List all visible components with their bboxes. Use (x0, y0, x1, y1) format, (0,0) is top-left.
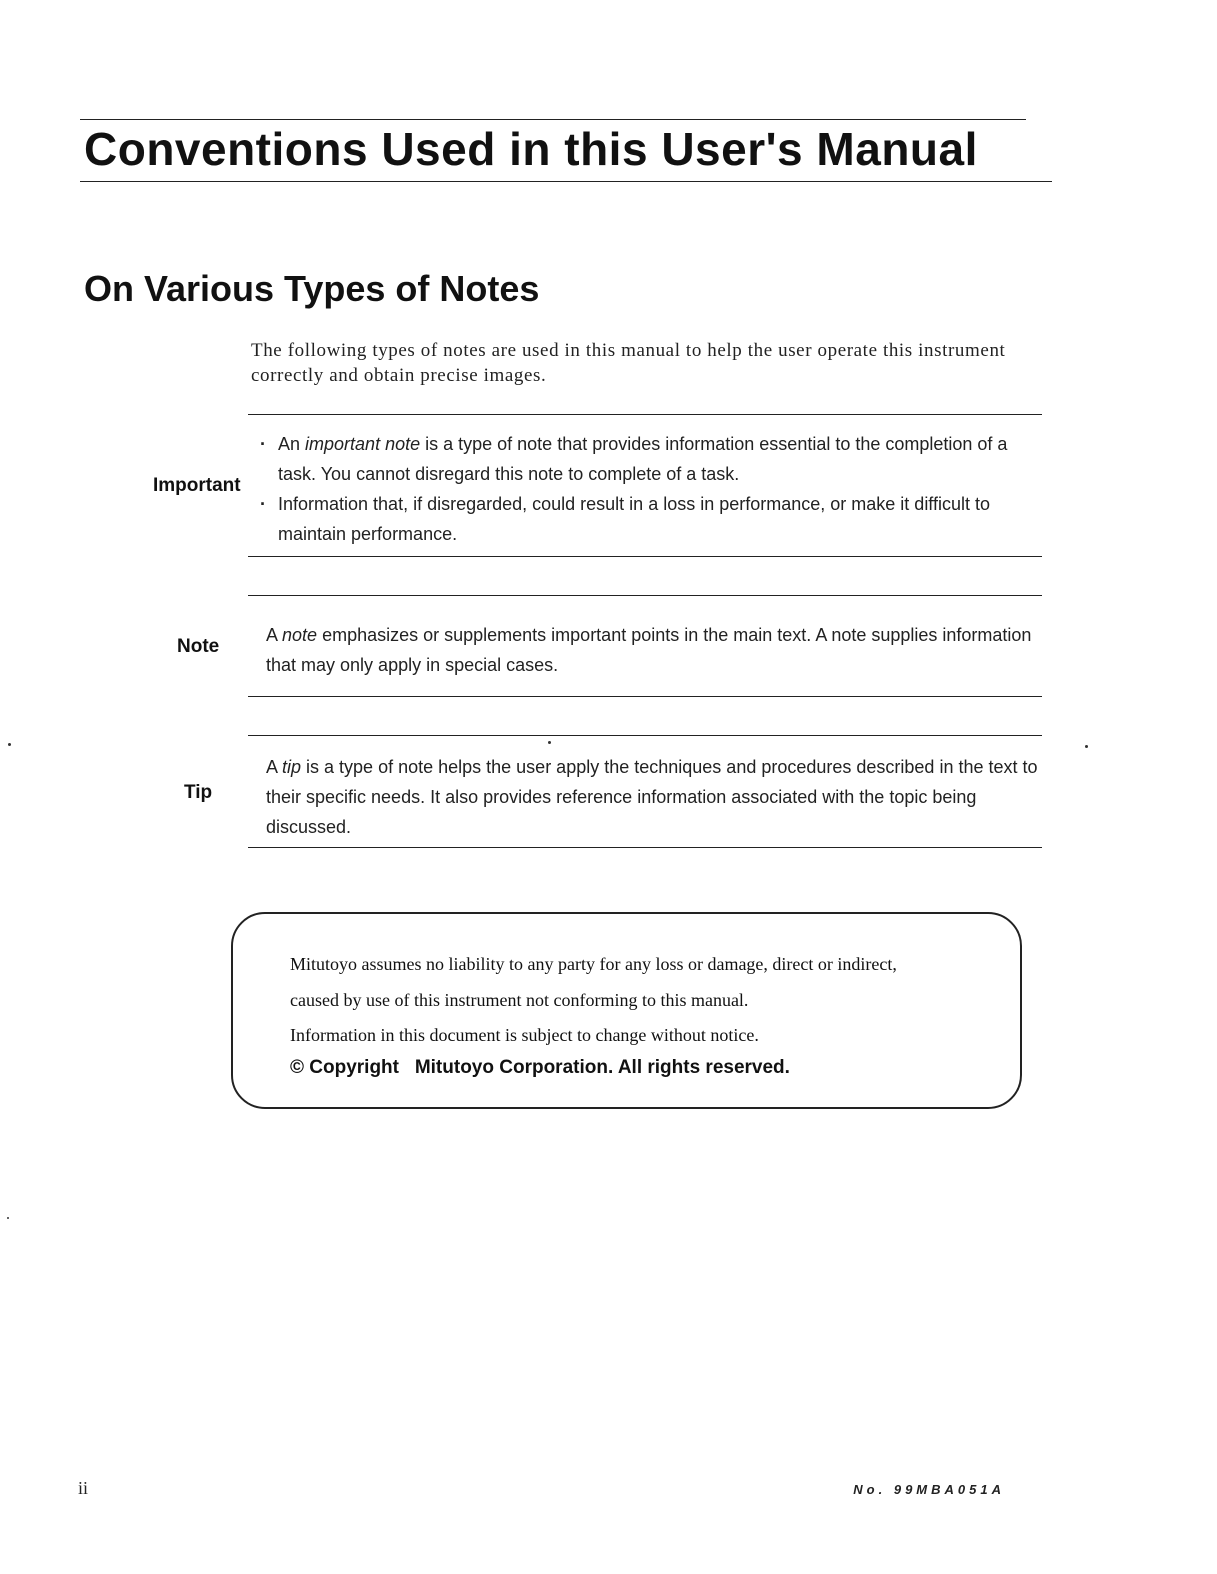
tip-body-em: tip (282, 757, 302, 777)
important-bullets (258, 429, 1048, 549)
disclaimer-box (231, 912, 1022, 1109)
note-body-post: emphasizes or supplements important points in the main text. A note supplies information that may only apply in special cases. (266, 625, 1032, 675)
copyright-notice: © Copyright Mitutoyo Corporation. All rights reserved. (290, 1057, 790, 1078)
section-title: On Various Types of Notes (84, 268, 540, 309)
note-label: Note (177, 636, 220, 657)
important-bottom-rule (248, 556, 1042, 557)
tip-body (266, 752, 1046, 842)
disclaimer-line-2: caused by use of this instrument not conforming to this manual. (290, 990, 749, 1010)
tip-top-rule (248, 735, 1042, 736)
scan-speck (7, 1217, 9, 1219)
title-top-rule (80, 119, 1026, 120)
tip-body-pre: A (266, 757, 283, 777)
document-number: No. 99MBA051A (853, 1482, 1005, 1497)
page-number: ii (78, 1478, 89, 1498)
page-title: Conventions Used in this User's Manual (84, 123, 978, 175)
scan-speck (1085, 745, 1088, 748)
section-intro: The following types of notes are used in this manual to help the user operate this instrument correctly and obtain precise images. (251, 340, 1006, 386)
important-bullet-1 (258, 429, 1048, 489)
title-bottom-rule (80, 181, 1052, 182)
disclaimer-line-1: Mitutoyo assumes no liability to any party for any loss or damage, direct or indirect, (290, 954, 897, 974)
important-label: Important (153, 475, 241, 496)
note-body-pre: A (266, 625, 283, 645)
note-body-em: note (282, 625, 318, 645)
tip-bottom-rule (248, 847, 1042, 848)
important-bullet-1-post: is a type of note that provides information essential to the completion of a task. You cannot disregard this note to complete of a task. (278, 434, 1008, 484)
important-bullet-1-em: important note (305, 434, 421, 454)
note-top-rule (248, 595, 1042, 596)
disclaimer-line-3: Information in this document is subject to change without notice. (290, 1025, 759, 1045)
note-bottom-rule (248, 696, 1042, 697)
tip-body-post: is a type of note helps the user apply the techniques and procedures described in the text to their specific needs. It also provides reference information associated with the topic being discussed. (266, 757, 1038, 837)
note-body (266, 620, 1046, 680)
important-top-rule (248, 414, 1042, 415)
scan-speck (8, 743, 11, 746)
important-bullet-1-pre: An (278, 434, 306, 454)
important-bullet-2: · Information that, if disregarded, could result in a loss in performance, or make it difficult to maintain performance. (258, 489, 1048, 549)
tip-label: Tip (184, 782, 213, 803)
scan-speck (548, 741, 551, 744)
